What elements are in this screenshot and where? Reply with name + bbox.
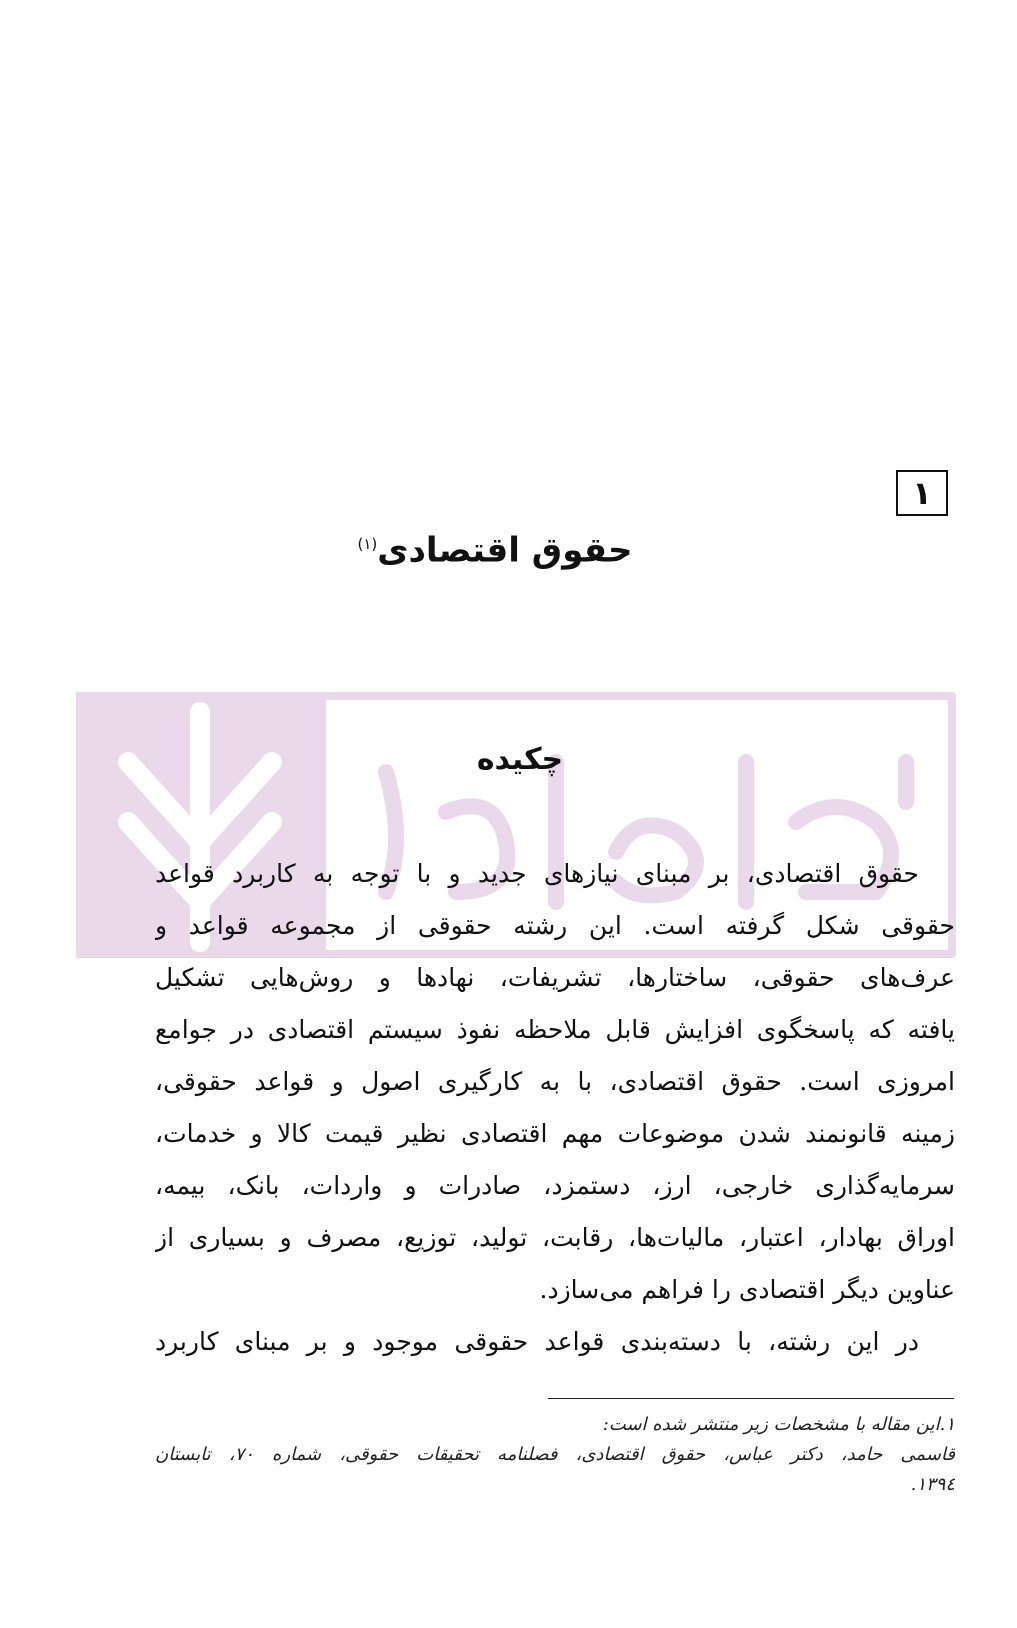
- chapter-number-box: [896, 470, 948, 516]
- footnote-line: قاسمی حامد، دکتر عباس، حقوق اقتصادی، فصلنامه تحقیقات حقوقی، شماره ۷۰، تابستان: [155, 1444, 955, 1465]
- chapter-title: [300, 520, 690, 574]
- abstract-line: امروزی است. حقوق اقتصادی، با به کارگیری اصول و قواعد حقوقی،: [155, 1067, 955, 1096]
- chapter-number: ۱: [912, 474, 932, 512]
- abstract-line: در این رشته، با دسته‌بندی قواعد حقوقی موجود و بر مبنای کاربرد: [155, 1327, 919, 1356]
- chapter-title-text: حقوق اقتصادی: [377, 530, 633, 571]
- footnote-block: [155, 1410, 955, 1500]
- abstract-line: عرف‌های حقوقی، ساختارها، تشریفات، نهادها و روش‌هایی تشکیل: [155, 963, 955, 992]
- abstract-body: [155, 848, 955, 1368]
- abstract-line: حقوق اقتصادی، بر مبنای نیازهای جدید و با توجه به کاربرد قواعد: [155, 859, 919, 888]
- abstract-heading: چکیده: [476, 742, 564, 777]
- abstract-line: یافته که پاسخگوی افزایش قابل ملاحظه نفوذ سیستم اقتصادی در جوامع: [155, 1015, 955, 1044]
- footnote-line: ۱.این مقاله با مشخصات زیر منتشر شده است:: [602, 1414, 955, 1435]
- abstract-line: زمینه قانونمند شدن موضوعات مهم اقتصادی نظیر قیمت کالا و خدمات،: [155, 1119, 955, 1148]
- footnote-divider: [548, 1398, 954, 1399]
- footnote-line: ۱۳۹٤.: [910, 1474, 955, 1495]
- abstract-line: سرمایه‌گذاری خارجی، ارز، دستمزد، صادرات و واردات، بانک، بیمه،: [155, 1171, 955, 1200]
- chapter-title-footnote-ref: (۱): [357, 535, 378, 553]
- abstract-line: عناوین دیگر اقتصادی را فراهم می‌سازد.: [539, 1275, 955, 1304]
- abstract-line: اوراق بهادار، اعتبار، مالیات‌ها، رقابت، تولید، توزیع، مصرف و بسیاری از: [155, 1223, 955, 1252]
- abstract-line: حقوقی شکل گرفته است. این رشته حقوقی از مجموعه قواعد و: [155, 911, 955, 940]
